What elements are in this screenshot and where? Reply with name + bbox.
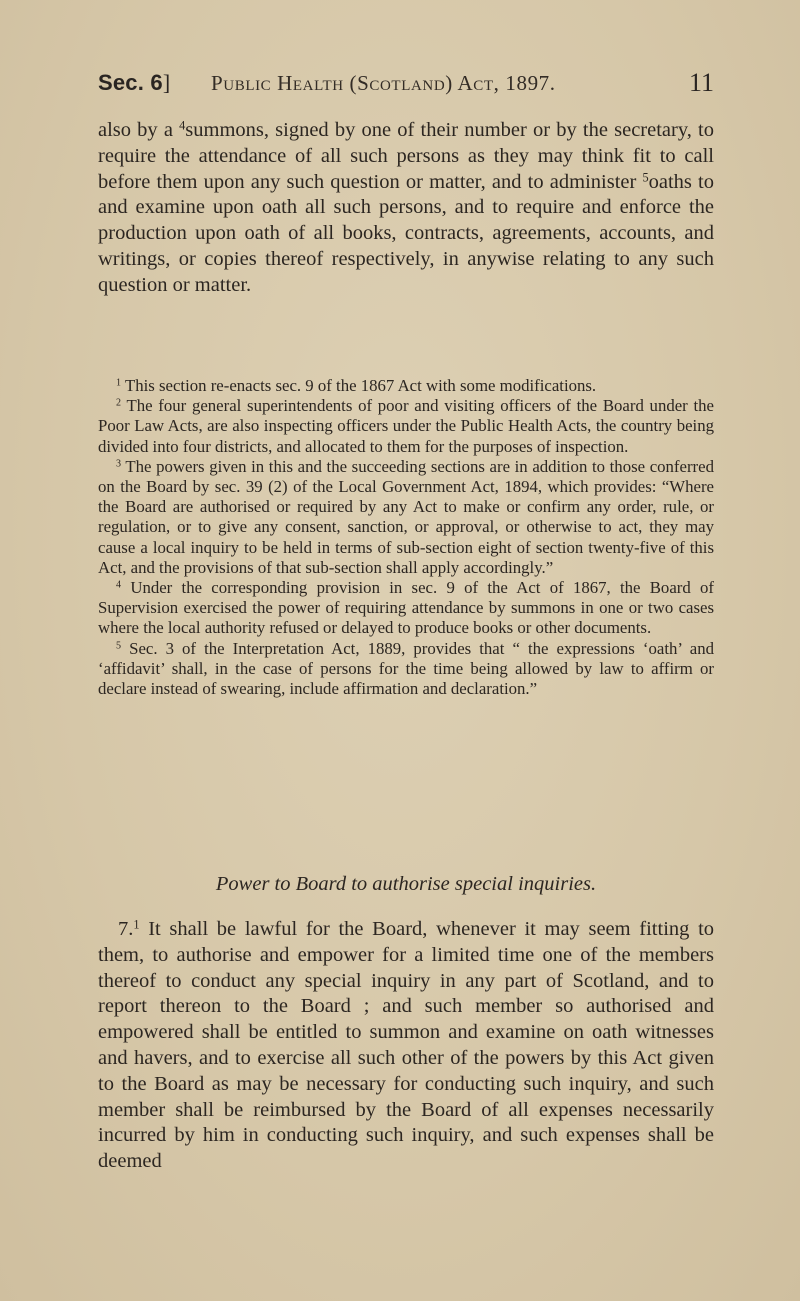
paragraph-text: oaths to and examine upon oath all such persons, and to require and enforce the production upon oath of all books, contracts, agreements, accounts, and writings, or copies thereof respectively, in anywise relating to any such question or matter.: [98, 170, 714, 296]
paragraph-text: summons, signed by one of their number or by the secretary, to require the attendance of all such persons as they may think fit to call before them upon any such question or matter, and to administer: [98, 119, 714, 193]
footnote-ref-1: 1: [133, 917, 140, 932]
footnote-marker: 2: [116, 397, 122, 409]
footnote-marker: 1: [116, 377, 122, 389]
page-number: 11: [688, 68, 714, 97]
footnote-text: This section re-enacts sec. 9 of the 1867 Act with some modifications.: [124, 376, 597, 395]
section-7: [98, 917, 714, 1175]
running-head: [98, 68, 714, 104]
footnotes: [98, 376, 714, 699]
continuation-paragraph: [98, 118, 714, 299]
paragraph-text: also by a: [98, 119, 180, 141]
footnote-text: Under the corresponding provision in sec. 9 of the Act of 1867, the Board of Supervision exercised the power of requiring attendance by summons in one or two cases where the local authority refused or delayed to produce books or other documents.: [98, 578, 714, 638]
section-heading: Power to Board to authorise special inquiries.: [215, 873, 597, 895]
footnote-1: [98, 376, 714, 396]
footnote-marker: 5: [116, 640, 122, 652]
footnote-ref-4: 4: [179, 118, 186, 133]
section-reference: [98, 70, 170, 96]
section-number: 7.: [118, 918, 134, 940]
section-reference-bracket: ]: [162, 70, 171, 95]
footnote-ref-5: 5: [642, 169, 649, 184]
footnote-text: Sec. 3 of the Interpretation Act, 1889, provides that “ the expressions ‘oath’ and ‘affidavit’ shall, in the case of persons for the time being allowed by law to affirm or declare instead of swearing, include affirmation and declaration.”: [98, 638, 714, 699]
footnote-4: [98, 578, 714, 639]
footnote-text: The four general superintendents of poor and visiting officers of the Board under the Poor Law Acts, are also inspecting officers under the Public Health Acts, the country being divided into four districts, and allocated to them for the purposes of inspection.: [98, 396, 714, 456]
footnote-5: [98, 639, 714, 700]
section-7-text: It shall be lawful for the Board, whenever it may seem fitting to them, to authorise and empower for a limited time one of the members thereof to conduct any special inquiry in any part of Scotland, and to report thereon to the Board ; and such member so authorised and empowered shall be entitled to summon and examine on oath witnesses and havers, and to exercise all such other of the powers by this Act given to the Board as may be necessary for conducting such inquiry, and such member shall be reimbursed by the Board of all expenses necessarily incurred by him in conducting such inquiry, and such expenses shall be deemed: [98, 918, 715, 1173]
footnote-2: [98, 396, 714, 457]
footnote-3: [98, 457, 714, 578]
footnote-text: The powers given in this and the succeeding sections are in addition to those conferred on the Board by sec. 39 (2) of the Local Government Act, 1894, which provides: “Where the Board are authorised or required by any Act to make or confirm any order, rule, or regulation, or to give any consent, sanction, or approval, or otherwise to act, they may cause a local inquiry to be held in terms of sub-section eight of section twenty-five of this Act, and the provisions of that sub-section shall apply accordingly.”: [98, 456, 714, 577]
section-reference-label: Sec. 6: [98, 70, 163, 95]
running-title: Public Health (Scotland) Act, 1897.: [211, 71, 556, 95]
footnote-marker: 4: [116, 579, 122, 591]
footnote-marker: 3: [116, 458, 122, 470]
section-7-paragraph: [98, 917, 714, 1175]
paragraph: [98, 118, 714, 299]
